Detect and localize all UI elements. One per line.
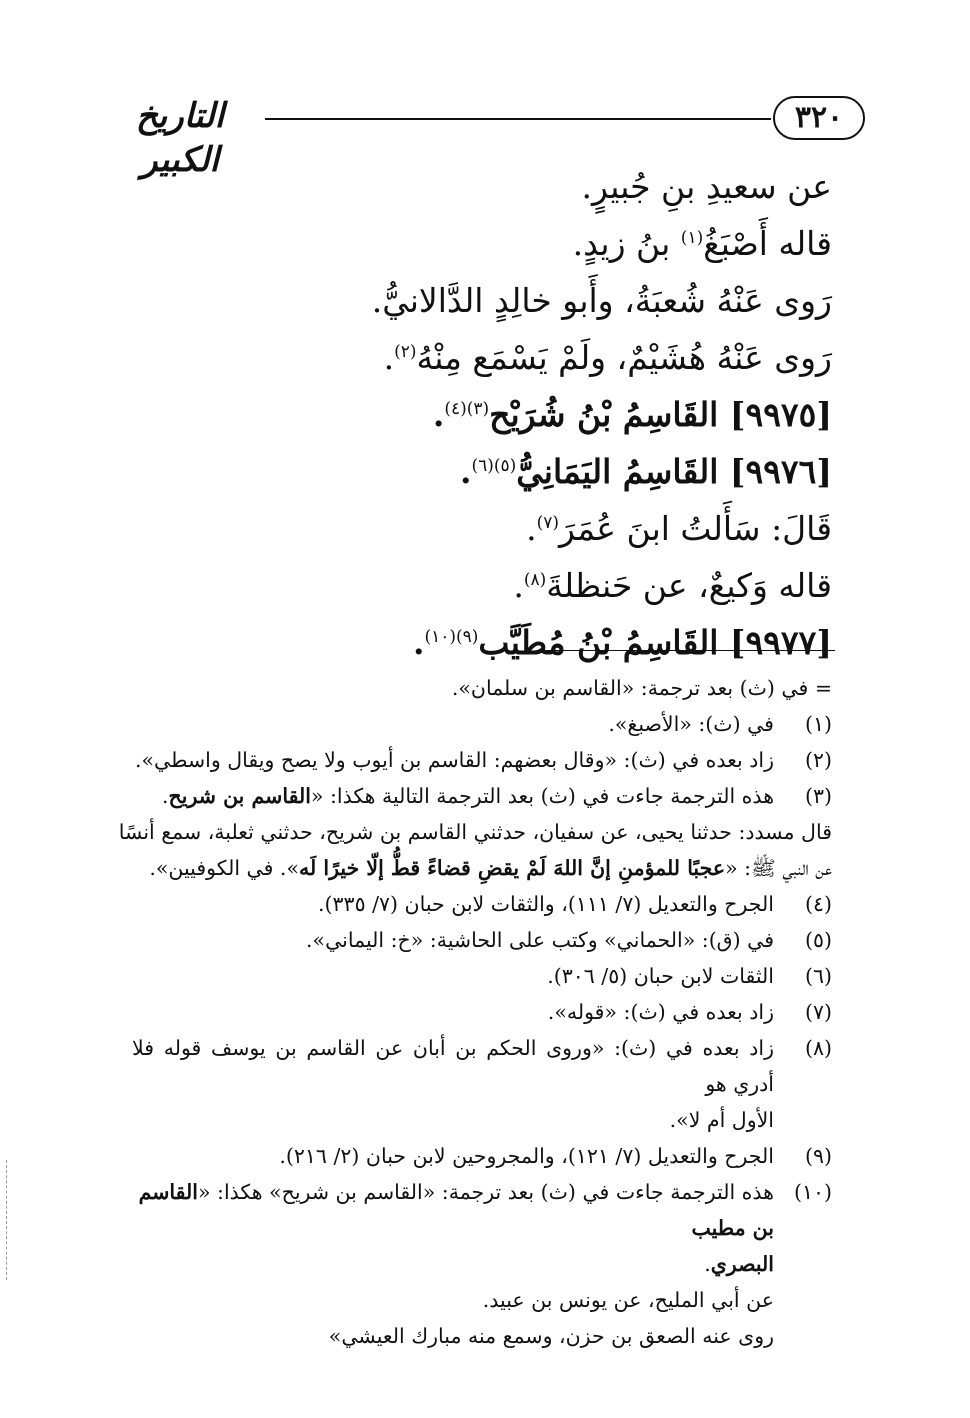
footnote-text-part: . [161, 784, 169, 808]
footnote-number: (٥) [804, 928, 832, 952]
footnote-number: (٢) [804, 748, 832, 772]
footnote-marker: (٢) [394, 342, 417, 362]
footnote-carryover: = في (ث) بعد ترجمة: «القاسم بن سلمان». [451, 676, 832, 700]
entry-heading-text: [٩٩٧٦] القَاسِمُ اليَمَانِيُّ [516, 452, 832, 491]
footnote-text: الجرح والتعديل (٧/ ١٢١)، والمجروحين لابن حبان (٢/ ٢١٦). [279, 1144, 774, 1168]
header-rule [265, 118, 771, 120]
main-line [132, 331, 832, 388]
footnote [132, 886, 832, 922]
footnote [132, 706, 832, 742]
footnote-text-part: ». في الكوفيين». [149, 856, 299, 880]
main-line [132, 217, 832, 274]
footnotes [118, 670, 832, 1354]
main-text [132, 160, 832, 673]
footnote [132, 994, 832, 1030]
footnote-text: روى عنه الصعق بن حزن، وسمع منه مبارك العيشي» [328, 1324, 774, 1348]
footnote-number: (١) [804, 712, 832, 736]
footnote-number: (٣) [804, 784, 832, 808]
footnote-text-part: عن النبي ﷺ: « [725, 856, 832, 880]
main-line-text: قَالَ: سَأَلتُ ابنَ عُمَرَ [558, 509, 832, 548]
footnote [132, 1030, 832, 1138]
footnote-marker: (٨) [523, 570, 547, 590]
footnote-text-part: . [704, 1252, 711, 1276]
footnote-marker: (١) [680, 228, 704, 248]
main-line-text: قاله وَكيعٌ، عن حَنظلةَ [546, 566, 832, 605]
footnote-text: في (ق): «الحماني» وكتب على الحاشية: «خ: اليماني». [306, 928, 774, 952]
main-line [132, 502, 832, 559]
scan-margin-mark [6, 1160, 7, 1280]
main-line-text: . [459, 452, 472, 491]
footnote-bold-name: القاسم بن شريح [168, 784, 311, 808]
footnote-text: الجرح والتعديل (٧/ ١١١)، والثقات لابن حبان (٧/ ٣٣٥). [318, 892, 774, 916]
footnote [132, 1138, 832, 1174]
footnote-number: (١٠) [793, 1180, 832, 1204]
footnote [132, 778, 832, 814]
main-line-text: . [526, 509, 537, 548]
footnote-text: زاد بعده في (ث): «قوله». [547, 1000, 774, 1024]
footnote [132, 1174, 832, 1354]
entry-heading [132, 388, 832, 445]
footnote [132, 742, 832, 778]
main-line-text: قاله أَصْبَغُ [703, 224, 832, 263]
footnote-text [132, 1246, 774, 1282]
footnote-number: (٨) [804, 1036, 832, 1060]
footnote-text [132, 1174, 774, 1246]
entry-heading [132, 616, 832, 673]
entry-heading-text: [٩٩٧٧] القَاسِمُ بْنُ مُطَيَّب [478, 623, 832, 662]
footnote-number: (٦) [804, 964, 832, 988]
footnote-text-part: هذه الترجمة جاءت في (ث) بعد ترجمة: «القاسم بن شريح» هكذا: « [197, 1180, 774, 1204]
main-line-text: عن سعيدِ بنِ جُبيرٍ. [581, 167, 832, 206]
hadith-quote: عجبًا للمؤمنِ إنَّ اللهَ لَمْ يقضِ قضاءً قطُّ إلّا خيرًا لَه [299, 856, 726, 880]
footnote-separator [540, 650, 835, 651]
book-title: التاريخ الكبير [135, 96, 225, 180]
footnote-marker: (٧) [536, 513, 559, 533]
footnote-number: (٧) [804, 1000, 832, 1024]
footnote-text: الأول أم لا». [669, 1108, 774, 1132]
footnote-text: الثقات لابن حبان (٥/ ٣٠٦). [547, 964, 774, 988]
main-line-text: . [412, 623, 425, 662]
main-line-text: رَوى عَنْهُ شُعبَةُ، وأَبو خالِدٍ الدَّالانيُّ. [371, 281, 832, 320]
footnote [132, 922, 832, 958]
footnote-text [132, 850, 832, 886]
footnote-text [132, 778, 774, 814]
footnote-marker: (٥)(٦) [471, 456, 517, 476]
entry-heading-text: [٩٩٧٥] القَاسِمُ بْنُ شُرَيْح [489, 395, 832, 434]
footnote-number: (٤) [804, 892, 832, 916]
footnote-text: زاد بعده في (ث): «وروى الحكم بن أبان عن القاسم بن يوسف قوله فلا أدري هو [132, 1036, 774, 1096]
footnote-text: قال مسدد: حدثنا يحيى، عن سفيان، حدثني القاسم بن شريح، حدثني ثعلبة، سمع أنسًا [118, 820, 832, 844]
footnote-marker: (٣)(٤) [444, 399, 490, 419]
main-line-text: . [513, 566, 524, 605]
footnote [132, 958, 832, 994]
main-line-text: رَوى عَنْهُ هُشَيْمٌ، ولَمْ يَسْمَع مِنْهُ [416, 338, 832, 377]
main-line [132, 559, 832, 616]
main-line-text: . [383, 338, 395, 377]
footnote-marker: (٩)(١٠) [424, 627, 479, 647]
footnote-number: (٩) [804, 1144, 832, 1168]
footnote-text: في (ث): «الأصبغ». [608, 712, 774, 736]
main-line-text: بنُ زيدٍ. [572, 224, 681, 263]
entry-heading [132, 445, 832, 502]
main-line-text: . [432, 395, 445, 434]
footnote-text: عن أبي المليح، عن يونس بن عبيد. [482, 1288, 774, 1312]
footnote-text: زاد بعده في (ث): «وقال بعضهم: القاسم بن أيوب ولا يصح ويقال واسطي». [135, 748, 774, 772]
footnote-bold-name: البصري [710, 1252, 774, 1276]
footnote-bold-name: القاسم بن مطيب [138, 1180, 774, 1240]
footnote-text-part: هذه الترجمة جاءت في (ث) بعد الترجمة التالية هكذا: « [310, 784, 774, 808]
page-header [100, 92, 865, 180]
page-number: ٣٢٠ [773, 96, 865, 140]
main-line [132, 160, 832, 217]
main-line [132, 274, 832, 331]
